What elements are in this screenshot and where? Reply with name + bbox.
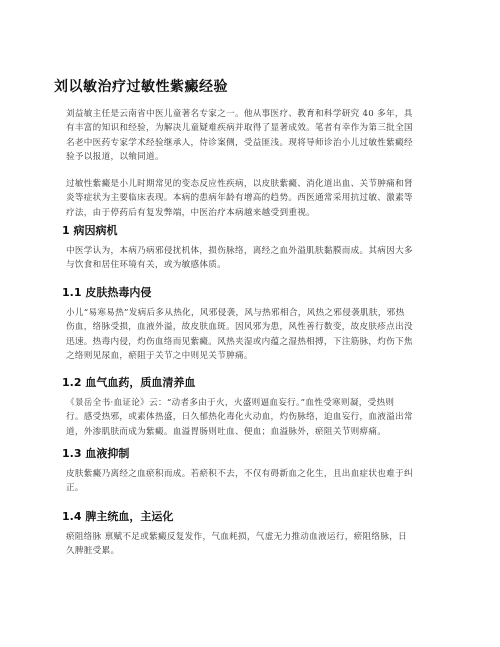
text-line: 行。感受热邪，或素体热盛，日久郁热化毒化火动血，灼伤脉络，迫血妄行，血液溢出常 — [66, 412, 413, 423]
intro-paragraph-1 — [66, 107, 442, 165]
section-1-2-body — [66, 396, 442, 439]
text-line: 伤血，络脉受损，血液外溢，故皮肤血斑。因风邪为患，风性善行数变，故皮肤疹点出没 — [66, 322, 413, 333]
section-heading-1: 1 病因病机 — [62, 224, 118, 237]
text-line: 《景岳全书·血证论》云：“动者多由于火，火盛则逼血妄行。”血性受寒则凝，受热则 — [66, 398, 395, 408]
intro-text-1 — [66, 107, 442, 165]
text-line: 中医学认为，本病乃病邪侵扰机体，损伤脉络，离经之血外溢肌肤黏膜而成。其病因大多 — [66, 246, 413, 256]
section-1-text — [66, 244, 442, 273]
intro-text-2 — [66, 177, 442, 220]
text-line: 瘀阻络脉 禀赋不足或紫癜反复发作，气血耗损，气虚无力推动血液运行，瘀阻络脉，日 — [66, 532, 407, 542]
section-1-body — [66, 244, 442, 273]
text-line: 有丰富的知识和经验，为解决儿童疑难疾病并取得了显著成效。笔者有幸作为第三批全国 — [66, 123, 413, 134]
section-heading-1-3: 1.3 血液抑制 — [62, 447, 130, 460]
text-line: 验予以报道，以飨同道。 — [66, 152, 164, 163]
section-1-4-body — [66, 530, 442, 559]
text-line: 刘益敏主任是云南省中医儿童著名专家之一。他从事医疗、教育和科学研究 40 多年，具 — [66, 109, 413, 119]
text-line: 久脾脏受累。 — [66, 546, 120, 557]
text-line: 过敏性紫癜是小儿时期常见的变态反应性疾病，以皮肤紫癜、消化道出血、关节肿痛和肾 — [66, 179, 413, 189]
text-line: 炎等症状为主要临床表现。本病的患病年龄有增高的趋势。西医通常采用抗过敏、激素等 — [66, 193, 413, 204]
text-line: 正。 — [66, 483, 84, 494]
intro-paragraph-2 — [66, 177, 442, 220]
section-1-3-body — [66, 467, 442, 496]
section-1-3-text — [66, 467, 442, 496]
text-line: 道，外渗肌肤而成为紫癜。血溢胃肠则吐血、便血；血溢脉外，瘀阻关节则痹痛。 — [66, 426, 387, 437]
text-line: 名老中医药专家学术经验继承人，侍诊案侧，受益匪浅。现将导师诊治小儿过敏性紫癜经 — [66, 137, 413, 148]
section-1-1-body — [66, 306, 442, 364]
text-line: 迅速。热毒内侵，灼伤血络而见紫癜。风热夹湿或内蕴之湿热相搏，下注筋脉，灼伤下焦 — [66, 336, 413, 347]
section-heading-1-1: 1.1 皮肤热毒内侵 — [62, 286, 152, 299]
text-line: 与饮食和居住环境有关，或为敏感体质。 — [66, 260, 227, 271]
section-1-1-text — [66, 306, 442, 364]
text-line: 小儿“易寒易热”发病后多从热化，风邪侵袭，风与热邪相合，风热之邪侵袭肌肤，邪热 — [66, 308, 405, 318]
document-title: 刘以敏治疗过敏性紫癜经验 — [54, 79, 228, 95]
text-line: 之络则见尿血，瘀阻于关节之中则见关节肿痛。 — [66, 351, 253, 362]
section-1-4-text — [66, 530, 442, 559]
text-line: 疗法，由于停药后有复发弊端，中医治疗本病越来越受到重视。 — [66, 207, 316, 218]
section-heading-1-2: 1.2 血气血药，质血清养血 — [62, 376, 196, 389]
section-1-2-text — [66, 396, 442, 439]
text-line: 皮肤紫癜乃离经之血瘀积而成。若瘀积不去，不仅有碍新血之化生，且出血症状也难于纠 — [66, 469, 413, 479]
section-heading-1-4: 1.4 脾主统血，主运化 — [62, 510, 174, 523]
